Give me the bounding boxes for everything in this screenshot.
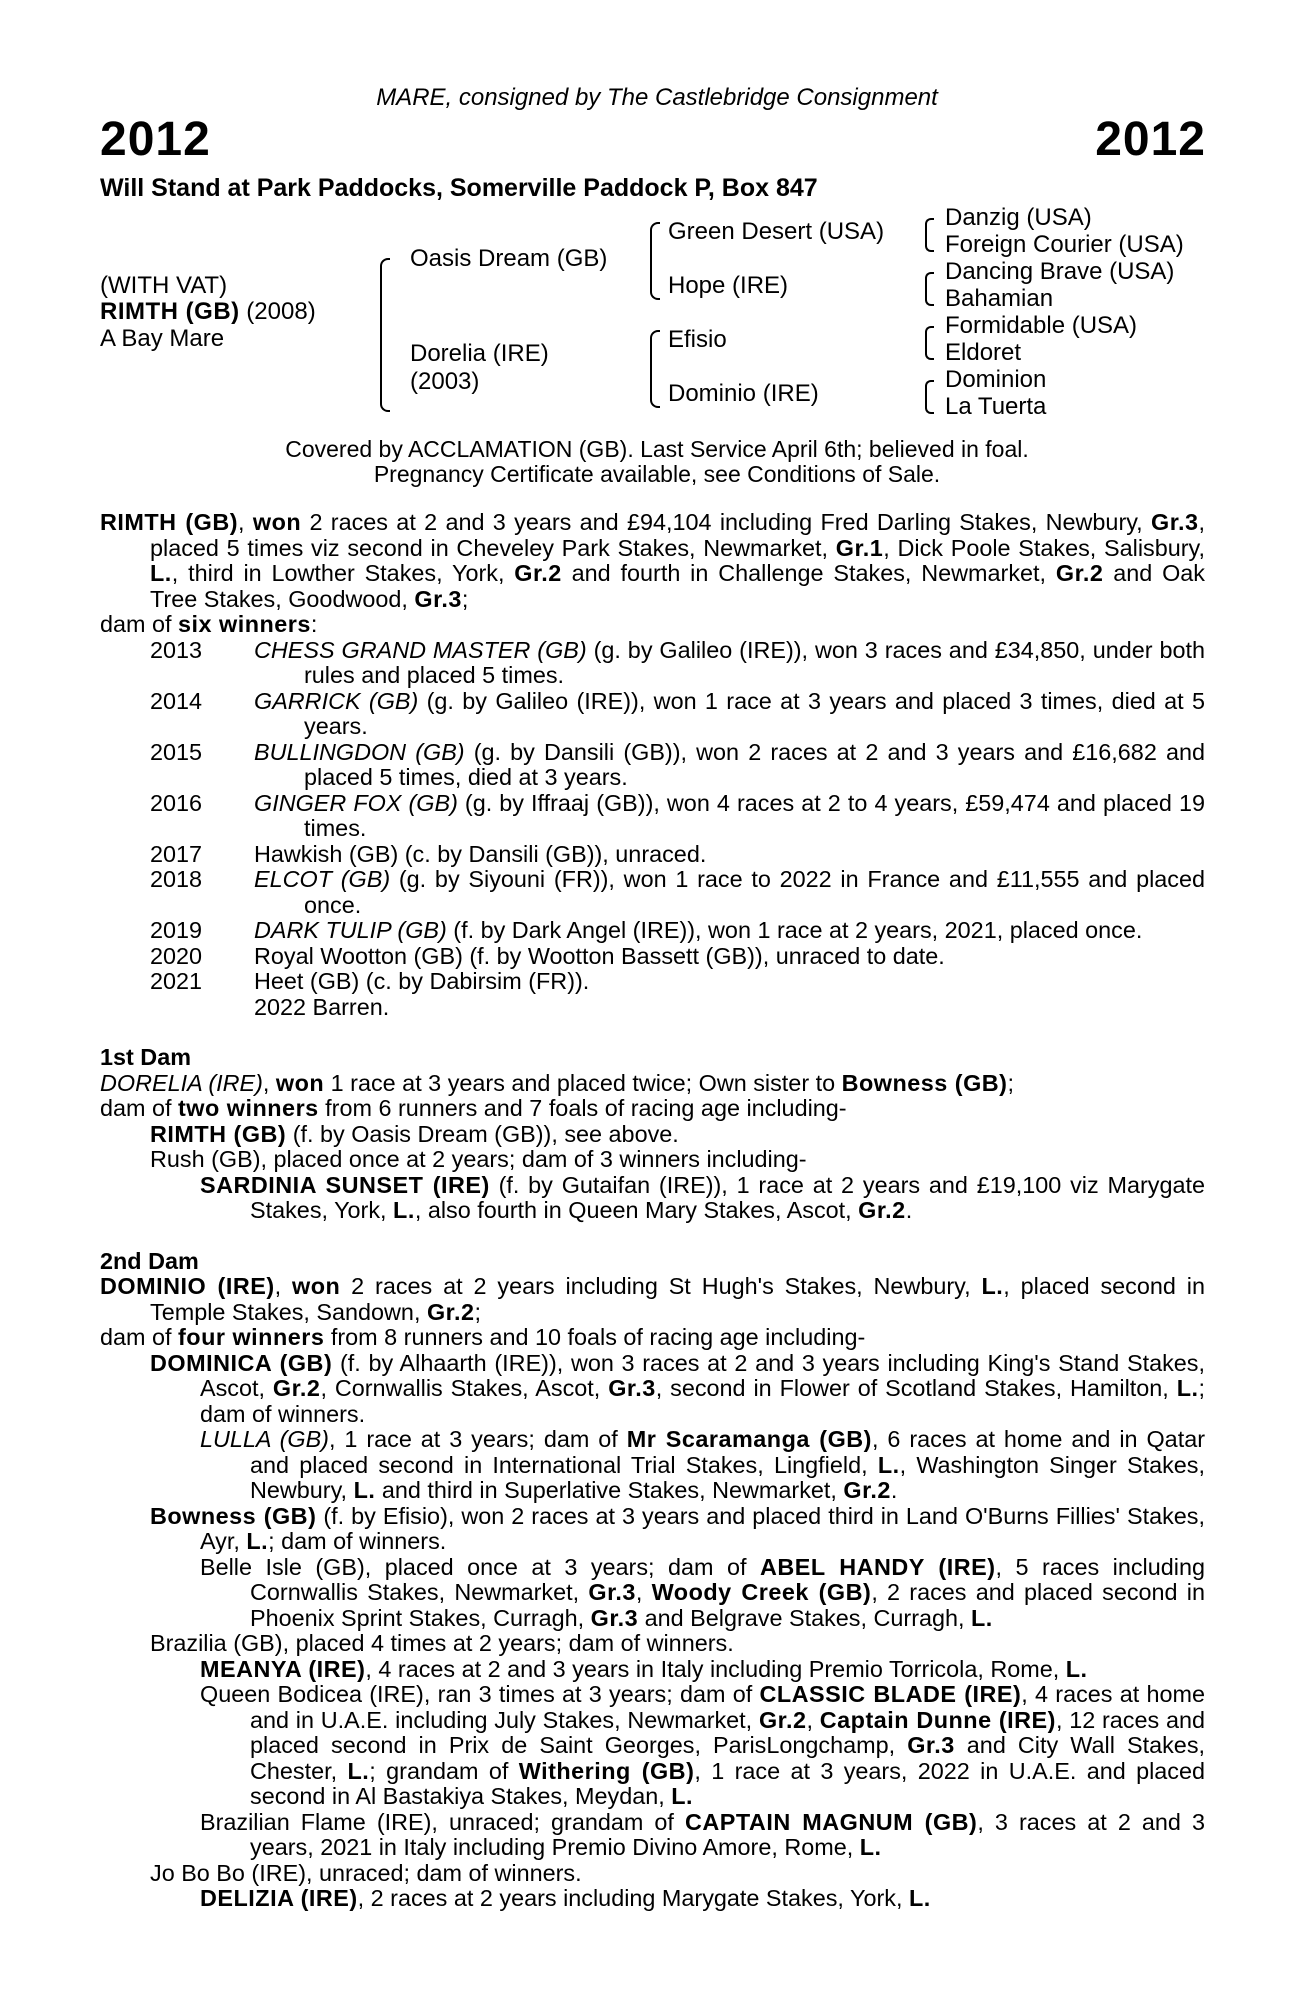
- dam-sire: Efisio: [668, 326, 727, 353]
- record-text: ,: [635, 1579, 652, 1605]
- covering-info: Covered by ACCLAMATION (GB). Last Service April 6th; believed in foal.: [285, 436, 1029, 462]
- progeny-row: [100, 918, 1205, 944]
- progeny-year: [100, 995, 254, 1021]
- dam: Dorelia (IRE): [410, 340, 549, 367]
- first-dam-record: DORELIA (IRE), won 1 race at 3 years and placed twice; Own sister to Bowness (GB);: [100, 1069, 1014, 1096]
- record-text: , placed 5 times viz second in Cheveley Park Stakes, Newmarket,: [150, 509, 1206, 561]
- progeny-text: [254, 995, 1205, 1021]
- progeny-year: 2018: [150, 866, 203, 892]
- record-text: :: [310, 611, 318, 637]
- progeny-row: [100, 638, 1205, 689]
- produce-sardinia-sunset: [100, 1173, 1205, 1224]
- catalogue-text: [100, 510, 1205, 1912]
- grade: L.: [908, 1885, 931, 1911]
- record-text: , also fourth in Queen Mary Stakes, Ascot,: [414, 1197, 859, 1223]
- progeny-details: (f. by Dark Angel (IRE)), won 1 race at 2 years, 2021, placed once.: [446, 917, 1143, 943]
- produce-rimth: [100, 1122, 1205, 1148]
- record-text: .: [890, 1477, 898, 1503]
- record-text: , second in Flower of Scotland Stakes, Hamilton,: [655, 1375, 1177, 1401]
- grade: Gr.3: [590, 1604, 639, 1631]
- progeny-name: ELCOT (GB): [254, 866, 391, 892]
- record-text: , 2 races and placed second in Phoenix Sprint Stakes, Curragh,: [250, 1579, 1205, 1631]
- progeny-list: [100, 638, 1205, 1021]
- progeny-year: 2021: [150, 968, 203, 994]
- grade: Gr.3: [588, 1579, 636, 1605]
- won-label: won: [275, 1069, 325, 1096]
- produce-name: Bowness (GB): [150, 1502, 317, 1529]
- progeny-year: 2017: [150, 840, 203, 867]
- grade: L.: [1065, 1655, 1088, 1682]
- record-text: , 12 races and placed second in Prix de Saint Georges, ParisLongchamp,: [250, 1706, 1206, 1758]
- grade: L.: [859, 1834, 882, 1860]
- record-text: , 1 race at 3 years; dam of: [328, 1426, 627, 1452]
- progeny-year: 2019: [150, 917, 203, 943]
- winners-count: six winners: [178, 611, 311, 637]
- progeny-name: GARRICK (GB): [254, 687, 419, 714]
- sire-sire-dam: Foreign Courier (USA): [945, 231, 1184, 258]
- record-text: 2 races at 2 years including St Hugh's Stakes, Newbury,: [340, 1273, 982, 1299]
- produce-queen-bodicea: [100, 1682, 1205, 1810]
- progeny-details: (g. by Iffraaj (GB)), won 4 races at 2 to 4 years, £59,474 and placed 19 times.: [304, 789, 1205, 841]
- grade: Gr.3: [608, 1375, 656, 1401]
- horse-year: (2008): [239, 298, 316, 325]
- produce-lulla: [100, 1427, 1205, 1504]
- grade: L.: [971, 1604, 993, 1631]
- pedigree-brace: [380, 258, 390, 412]
- record-text: , placed second in Temple Stakes, Sandown,: [150, 1273, 1205, 1325]
- sire-dam-sire: Dancing Brave (USA): [945, 258, 1175, 285]
- dam-dam: Dominio (IRE): [668, 380, 819, 407]
- won-label: won: [252, 509, 302, 535]
- winners-count: two winners: [178, 1095, 319, 1121]
- record-text: dam of: [100, 611, 179, 637]
- sire: Oasis Dream (GB): [410, 245, 608, 272]
- progeny-year: 2016: [150, 789, 203, 816]
- progeny-name: GINGER FOX (GB): [254, 789, 458, 816]
- produce-name: RIMTH (GB): [150, 1120, 287, 1147]
- record-text: and City Wall Stakes, Chester,: [250, 1732, 1206, 1784]
- record-text: dam of: [100, 1324, 179, 1350]
- record-text: and Oak Tree Stakes, Goodwood,: [150, 560, 1205, 612]
- vat-note: (WITH VAT): [100, 272, 228, 299]
- progeny-details: (g. by Galileo (IRE)), won 1 race at 3 years and placed 3 times, died at 5 years.: [304, 687, 1205, 739]
- grade: L.: [1176, 1375, 1199, 1401]
- grade: Gr.1: [835, 534, 884, 561]
- grade: Gr.2: [272, 1375, 321, 1401]
- grade: L.: [877, 1451, 900, 1478]
- progeny-row: [100, 867, 1205, 918]
- grade: L.: [393, 1197, 415, 1223]
- progeny-year: 2015: [150, 738, 203, 765]
- record-text: , 4 races at home and in U.A.E. including July Stakes, Newmarket,: [250, 1681, 1205, 1733]
- race-record: RIMTH (GB), won 2 races at 2 and 3 years and £94,104 including Fred Darling Stakes, Newbury, Gr.3, placed 5 times viz second in Cheveley Park Stakes, Newmarket, Gr.1, Dick Poole Stakes, Salisbury, L., third in Lowther Stakes, York, Gr.2 and fourth in Challenge Stakes, Newmarket, Gr.2 and Oak Tree Stakes, Goodwood, Gr.3;: [100, 509, 1206, 612]
- second-dam-produce: [100, 1325, 1205, 1351]
- sire-dam: Hope (IRE): [668, 272, 789, 299]
- record-text: and fourth in Challenge Stakes, Newmarket,: [561, 560, 1056, 586]
- second-dam-heading: 2nd Dam: [100, 1247, 199, 1274]
- record-text: 1 race at 3 years and placed twice; Own sister to: [324, 1069, 842, 1096]
- progeny-row: [100, 995, 1205, 1021]
- produce-name: Captain Dunne (IRE): [819, 1706, 1056, 1733]
- produce-name: DELIZIA (IRE): [200, 1885, 358, 1911]
- stand-location: Will Stand at Park Paddocks, Somerville Paddock P, Box 847: [100, 174, 818, 202]
- produce-belle-isle: [100, 1555, 1205, 1632]
- progeny-text: [254, 842, 1205, 868]
- progeny-text: [254, 689, 1205, 740]
- progeny-name: DARK TULIP (GB): [254, 917, 447, 943]
- progeny-details: Hawkish (GB) (c. by Dansili (GB)), unraced.: [254, 840, 707, 867]
- sire-sire: Green Desert (USA): [668, 218, 885, 245]
- record-text: , 3 races at 2 and 3 years, 2021 in Italy including Premio Divino Amore, Rome,: [250, 1808, 1205, 1860]
- produce-name: CLASSIC BLADE (IRE): [759, 1681, 1022, 1707]
- sire-dam-dam: Bahamian: [945, 285, 1054, 312]
- progeny-row: [100, 969, 1205, 995]
- produce-bowness: [100, 1504, 1205, 1555]
- dam-dam-sire: Dominion: [945, 366, 1047, 393]
- record-text: , Cornwallis Stakes, Ascot,: [320, 1375, 609, 1401]
- dam-year: (2003): [410, 368, 480, 395]
- grade: Gr.2: [426, 1298, 475, 1325]
- grade: Gr.3: [414, 585, 462, 612]
- record-text: ; dam of winners.: [200, 1375, 1205, 1427]
- produce-meanya: [100, 1657, 1205, 1683]
- produce-name: DOMINICA (GB): [150, 1349, 333, 1376]
- record-text: , 1 race at 3 years, 2022 in U.A.E. and placed second in Al Bastakiya Stakes, Meydan,: [250, 1757, 1206, 1809]
- produce-dominica: [100, 1351, 1205, 1428]
- horse-name: RIMTH (GB): [100, 298, 240, 325]
- grade: L.: [671, 1783, 694, 1809]
- pedigree-brace: [650, 330, 660, 408]
- progeny-year: 2014: [150, 687, 203, 714]
- consignor-line: MARE, consigned by The Castlebridge Consignment: [376, 84, 938, 111]
- pedigree-brace: [650, 222, 660, 300]
- progeny-text: [254, 638, 1205, 689]
- grade: Gr.2: [1055, 560, 1104, 586]
- record-text: and third in Superlative Stakes, Newmarket,: [375, 1477, 844, 1503]
- progeny-row: [100, 689, 1205, 740]
- progeny-text: [254, 944, 1205, 970]
- horse-description: A Bay Mare: [100, 325, 225, 352]
- pedigree-brace: [925, 272, 934, 306]
- progeny-text: [254, 791, 1205, 842]
- produce-delizia: [100, 1886, 1205, 1912]
- dam-name: DORELIA (IRE): [100, 1069, 263, 1096]
- grade: Gr.3: [907, 1732, 955, 1758]
- grade: L.: [246, 1528, 269, 1554]
- progeny-name: BULLINGDON (GB): [254, 738, 465, 765]
- record-text: (f. by Gutaifan (IRE)), 1 race at 2 years and £19,100 viz Marygate Stakes, York,: [250, 1171, 1205, 1223]
- record-text: (f. by Efisio), won 2 races at 3 years and placed third in Land O'Burns Fillies' Stakes, Ayr,: [200, 1502, 1205, 1554]
- record-text: (f. by Alhaarth (IRE)), won 3 races at 2 and 3 years including King's Stand Stakes, Ascot,: [200, 1349, 1205, 1401]
- progeny-name: CHESS GRAND MASTER (GB): [254, 636, 587, 663]
- produce-rush: Rush (GB), placed once at 2 years; dam of 3 winners including-: [150, 1146, 807, 1172]
- dam-sire-sire: Formidable (USA): [945, 312, 1138, 339]
- dam-name: DOMINIO (IRE): [100, 1273, 275, 1299]
- produce-jo-bo-bo: Jo Bo Bo (IRE), unraced; dam of winners.: [150, 1859, 582, 1886]
- record-text: Queen Bodicea (IRE), ran 3 times at 3 years; dam of: [200, 1681, 760, 1707]
- won-label: won: [292, 1273, 341, 1299]
- record-text: ,: [806, 1706, 820, 1733]
- grade: L.: [150, 560, 172, 586]
- progeny-text: [254, 918, 1205, 944]
- record-text: , 4 races at 2 and 3 years in Italy including Premio Torricola, Rome,: [365, 1655, 1066, 1682]
- record-text: , Dick Poole Stakes, Salisbury,: [883, 534, 1205, 561]
- progeny-details: 2022 Barren.: [254, 993, 390, 1020]
- produce-brazilia: Brazilia (GB), placed 4 times at 2 years; dam of winners.: [150, 1630, 734, 1656]
- record-text: Belle Isle (GB), placed once at 3 years; dam of: [200, 1553, 760, 1580]
- produce-brazilian-flame: [100, 1810, 1205, 1861]
- pedigree-brace: [925, 380, 934, 414]
- record-text: from 8 runners and 10 foals of racing age including-: [324, 1324, 866, 1350]
- pregnancy-note: Pregnancy Certificate available, see Conditions of Sale.: [373, 461, 941, 487]
- progeny-details: (g. by Dansili (GB)), won 2 races at 2 and 3 years and £16,682 and placed 5 times, died at 3 years.: [304, 738, 1205, 790]
- pedigree-brace: [925, 218, 934, 252]
- record-text: , 5 races including Cornwallis Stakes, Newmarket,: [250, 1553, 1205, 1605]
- record-text: ;: [461, 585, 469, 612]
- record-text: , 2 races at 2 years including Marygate Stakes, York,: [357, 1885, 909, 1911]
- record-text: ; grandam of: [369, 1757, 519, 1784]
- progeny-details: Royal Wootton (GB) (f. by Wootton Bassett (GB)), unraced to date.: [254, 942, 945, 969]
- first-dam-produce: [100, 1096, 1205, 1122]
- produce-name: SARDINIA SUNSET (IRE): [200, 1171, 490, 1198]
- progeny-text: [254, 969, 1205, 995]
- produce-name: Woody Creek (GB): [651, 1579, 872, 1605]
- first-dam-heading: 1st Dam: [100, 1044, 192, 1070]
- grade: Gr.2: [514, 560, 562, 586]
- progeny-row: [100, 740, 1205, 791]
- pedigree-brace: [925, 326, 934, 360]
- grade: L.: [353, 1477, 376, 1503]
- record-text: .: [905, 1197, 913, 1223]
- progeny-year: 2020: [150, 942, 203, 969]
- progeny-row: [100, 944, 1205, 970]
- record-text: , 6 races at home and in Qatar and placed second in International Trial Stakes, Lingfield,: [250, 1426, 1205, 1478]
- record-text: 2 races at 2 and 3 years and £94,104 including Fred Darling Stakes, Newbury,: [301, 509, 1151, 535]
- grade: Gr.3: [1151, 509, 1199, 535]
- produce-name: Withering (GB): [518, 1757, 695, 1784]
- record-horse-name: RIMTH (GB): [100, 509, 239, 535]
- produce-name: ABEL HANDY (IRE): [759, 1553, 996, 1580]
- sire-sire-sire: Danzig (USA): [945, 204, 1092, 231]
- progeny-text: [254, 740, 1205, 791]
- record-text: from 6 runners and 7 foals of racing age including-: [318, 1095, 847, 1121]
- grade: L.: [347, 1757, 370, 1784]
- record-text: and Belgrave Stakes, Curragh,: [638, 1604, 972, 1631]
- progeny-details: (g. by Siyouni (FR)), won 1 race to 2022 in France and £11,555 and placed once.: [304, 866, 1205, 918]
- grade: Gr.2: [843, 1477, 891, 1503]
- produce-name: CAPTAIN MAGNUM (GB): [685, 1808, 978, 1835]
- produce-name: MEANYA (IRE): [200, 1655, 366, 1682]
- record-text: , third in Lowther Stakes, York,: [171, 560, 515, 586]
- record-text: (f. by Oasis Dream (GB)), see above.: [286, 1120, 679, 1147]
- progeny-row: [100, 791, 1205, 842]
- second-dam-record: DOMINIO (IRE), won 2 races at 2 years including St Hugh's Stakes, Newbury, L., placed second in Temple Stakes, Sandown, Gr.2;: [100, 1273, 1205, 1325]
- progeny-year: 2013: [150, 636, 203, 663]
- produce-name: Mr Scaramanga (GB): [626, 1426, 872, 1452]
- lot-number-right: 2012: [1095, 113, 1206, 166]
- record-text: , Washington Singer Stakes, Newbury,: [250, 1451, 1205, 1503]
- sister-name: Bowness (GB): [841, 1069, 1008, 1096]
- dam-of-line: [100, 612, 1205, 638]
- produce-name: LULLA (GB): [200, 1426, 329, 1452]
- winners-count: four winners: [178, 1324, 325, 1350]
- dam-sire-dam: Eldoret: [945, 339, 1022, 366]
- dam-dam-dam: La Tuerta: [945, 393, 1047, 420]
- record-text: Brazilian Flame (IRE), unraced; grandam of: [200, 1808, 685, 1835]
- progeny-row: [100, 842, 1205, 868]
- record-text: ; dam of winners.: [268, 1528, 447, 1554]
- progeny-text: [254, 867, 1205, 918]
- record-text: dam of: [100, 1095, 179, 1121]
- record-text: ;: [474, 1298, 481, 1325]
- progeny-details: (g. by Galileo (IRE)), won 3 races and £34,850, under both rules and placed 5 times.: [304, 636, 1205, 688]
- grade: Gr.2: [858, 1197, 906, 1223]
- lot-number-left: 2012: [100, 113, 211, 166]
- horse-name-line: [100, 298, 316, 326]
- record-text: ;: [1007, 1069, 1014, 1096]
- grade: Gr.2: [758, 1706, 807, 1733]
- grade: L.: [981, 1273, 1004, 1299]
- progeny-details: Heet (GB) (c. by Dabirsim (FR)).: [254, 968, 590, 994]
